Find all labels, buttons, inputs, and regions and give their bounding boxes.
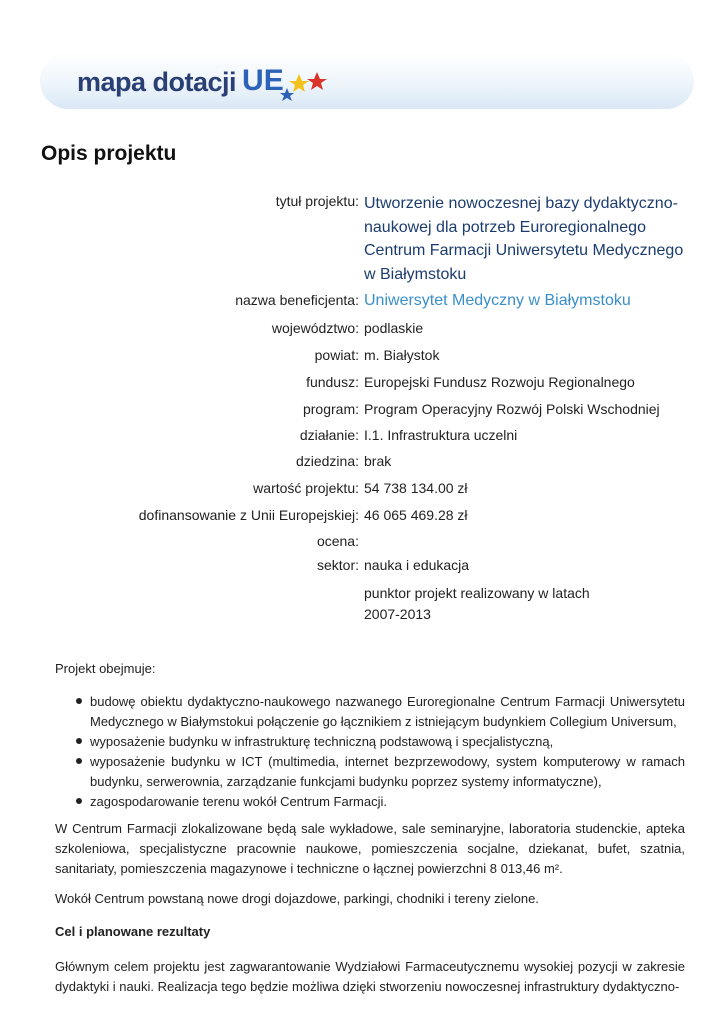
label-voivodeship: województwo:: [271, 320, 359, 336]
scope-list: [55, 692, 685, 812]
list-item: wyposażenie budynku w ICT (multimedia, internet bezprzewodowy, system komputerowy w ramach budynku, serwerownia, zarządzanie funkcjami budynku poprzez systemy informatyczne),: [90, 752, 685, 792]
value-voivodeship: podlaskie: [364, 320, 424, 336]
label-fund: fundusz:: [306, 374, 359, 390]
logo-text: mapa dotacji: [77, 67, 237, 97]
value-fund: Europejski Fundusz Rozwoju Regionalnego: [364, 374, 635, 390]
label-project-value: wartość projektu:: [253, 480, 359, 496]
value-cofinancing: 46 065 469.28 zł: [364, 507, 468, 523]
logo-ue: UE: [242, 64, 284, 97]
paragraph-surroundings: Wokół Centrum powstaną nowe drogi dojazdowe, parkingi, chodniki i tereny zielone.: [55, 891, 539, 906]
value-project-value: 54 738 134.00 zł: [364, 480, 468, 496]
label-cofinancing: dofinansowanie z Unii Europejskiej:: [138, 507, 359, 523]
page-title: Opis projektu: [41, 142, 177, 165]
paragraph-goals: Głównym celem projektu jest zagwarantowanie Wydziałowi Farmaceutycznemu wysokiej pozycji w zakresie dydaktyki i nauki. Realizacja tego będzie możliwa dzięki stworzeniu nowoczesnej infrastruktury dydaktyczno-: [55, 959, 685, 994]
list-item: budowę obiektu dydaktyczno-naukowego nazwanego Euroregionalne Centrum Farmacji Uniwersytetu Medycznego w Białymstokui połączenie go łącznikiem z istniejącym budynkiem Collegium Universum,: [90, 692, 685, 732]
goals-heading: Cel i planowane rezultaty: [55, 924, 211, 939]
label-title: tytuł projektu:: [275, 193, 359, 209]
label-program: program:: [302, 401, 359, 417]
site-logo[interactable]: [77, 58, 284, 98]
label-action: działanie:: [299, 427, 359, 443]
value-county: m. Białystok: [364, 347, 440, 363]
eu-stars-icon: [275, 66, 331, 106]
value-program: Program Operacyjny Rozwój Polski Wschodniej: [364, 401, 660, 417]
value-field: brak: [364, 453, 392, 469]
intro-text: Projekt obejmuje:: [55, 661, 156, 676]
list-item: zagospodarowanie terenu wokół Centrum Farmacji.: [90, 792, 685, 812]
label-field: dziedzina:: [295, 453, 359, 469]
paragraph-facilities: W Centrum Farmacji zlokalizowane będą sale wykładowe, sale seminaryjne, laboratoria studenckie, apteka szkoleniowa, specjalistyczne pracownie naukowe, pomieszczenia socjalne, dziekanat, bufet, szatnia, sanitariaty, pomieszczenia magazynowe i techniczne o łącznej powierzchni 8 013,46 m².: [55, 821, 685, 876]
value-title: Utworzenie nowoczesnej bazy dydaktyczno-naukowej dla potrzeb Euroregionalnego Centrum Farmacji Uniwersytetu Medycznego w Białymstoku: [364, 195, 684, 283]
value-sector: nauka i edukacja: [364, 557, 470, 573]
value-beneficiary-link[interactable]: Uniwersytet Medyczny w Białymstoku: [364, 292, 631, 309]
label-beneficiary: nazwa beneficjenta:: [235, 292, 359, 308]
value-note: punktor projekt realizowany w latach 2007-2013: [364, 585, 590, 622]
list-item: wyposażenie budynku w infrastrukturę techniczną podstawową i specjalistyczną,: [90, 732, 685, 752]
value-action: I.1. Infrastruktura uczelni: [364, 427, 518, 443]
label-county: powiat:: [314, 347, 359, 363]
label-rating: ocena:: [316, 533, 359, 549]
label-sector: sektor:: [316, 557, 359, 573]
